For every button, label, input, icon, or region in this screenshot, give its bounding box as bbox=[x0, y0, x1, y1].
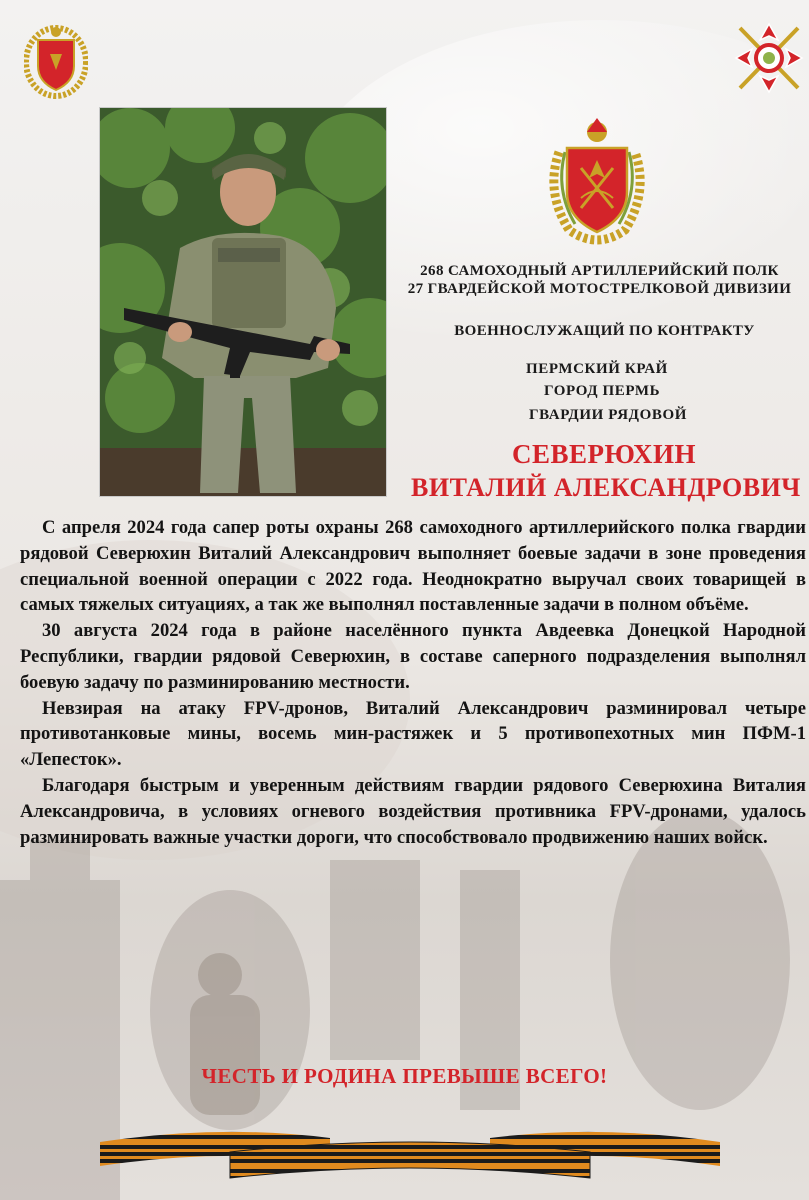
description bbox=[20, 515, 806, 850]
region: ПЕРМСКИЙ КРАЙ bbox=[526, 361, 668, 377]
given-names: ВИТАЛИЙ АЛЕКСАНДРОВИЧ bbox=[411, 473, 801, 502]
artillery-cross-icon bbox=[732, 20, 806, 96]
unit-title bbox=[390, 262, 809, 298]
st-george-ribbon bbox=[100, 1118, 720, 1188]
unit-line-2: 27 ГВАРДЕЙСКОЙ МОТОСТРЕЛКОВОЙ ДИВИЗИИ bbox=[407, 281, 792, 297]
city: ГОРОД ПЕРМЬ bbox=[544, 383, 661, 399]
rank: ГВАРДИИ РЯДОВОЙ bbox=[529, 407, 687, 423]
soldier-figure bbox=[100, 108, 386, 496]
soldier-photo bbox=[99, 107, 387, 497]
division-emblem-icon bbox=[541, 112, 653, 252]
paragraph-2: 30 августа 2024 года в районе населённого пункта Авдеевка Донецкой Народной Республики, гвардии рядовой Северюхин, в составе саперного подразделения выполнял боевую задачу по разминированию местности. bbox=[20, 620, 806, 693]
regiment-emblem-icon bbox=[24, 20, 88, 100]
motto: ЧЕСТЬ И РОДИНА ПРЕВЫШЕ ВСЕГО! bbox=[201, 1064, 608, 1088]
unit-line-1: 268 САМОХОДНЫЙ АРТИЛЛЕРИЙСКИЙ ПОЛК bbox=[420, 263, 779, 279]
surname: СЕВЕРЮХИН bbox=[512, 439, 696, 469]
service-type: ВОЕННОСЛУЖАЩИЙ ПО КОНТРАКТУ bbox=[454, 323, 755, 339]
paragraph-1: С апреля 2024 года сапер роты охраны 268 самоходного артиллерийского полка гвардии рядовой Северюхин Виталий Александрович выполняет боевые задачи в зоне проведения специальной военной операции с 2022 года. Неоднократно выручал своих товарищей в самых тяжелых ситуациях, а так же выполнял поставленные задачи в полном объёме. bbox=[20, 517, 806, 616]
paragraph-3: Невзирая на атаку FPV-дронов, Виталий Александрович разминировал четыре противотанковые мины, восемь мин-растяжек и 5 противопехотных мин ПФМ-1 «Лепесток». bbox=[20, 697, 806, 771]
paragraph-4: Благодаря быстрым и уверенным действиям гвардии рядового Северюхина Виталия Александровича, в условиях огневого воздействия противника FPV-дронами, удалось разминировать важные участки дороги, что способствовало продвижению наших войск. bbox=[20, 774, 806, 848]
